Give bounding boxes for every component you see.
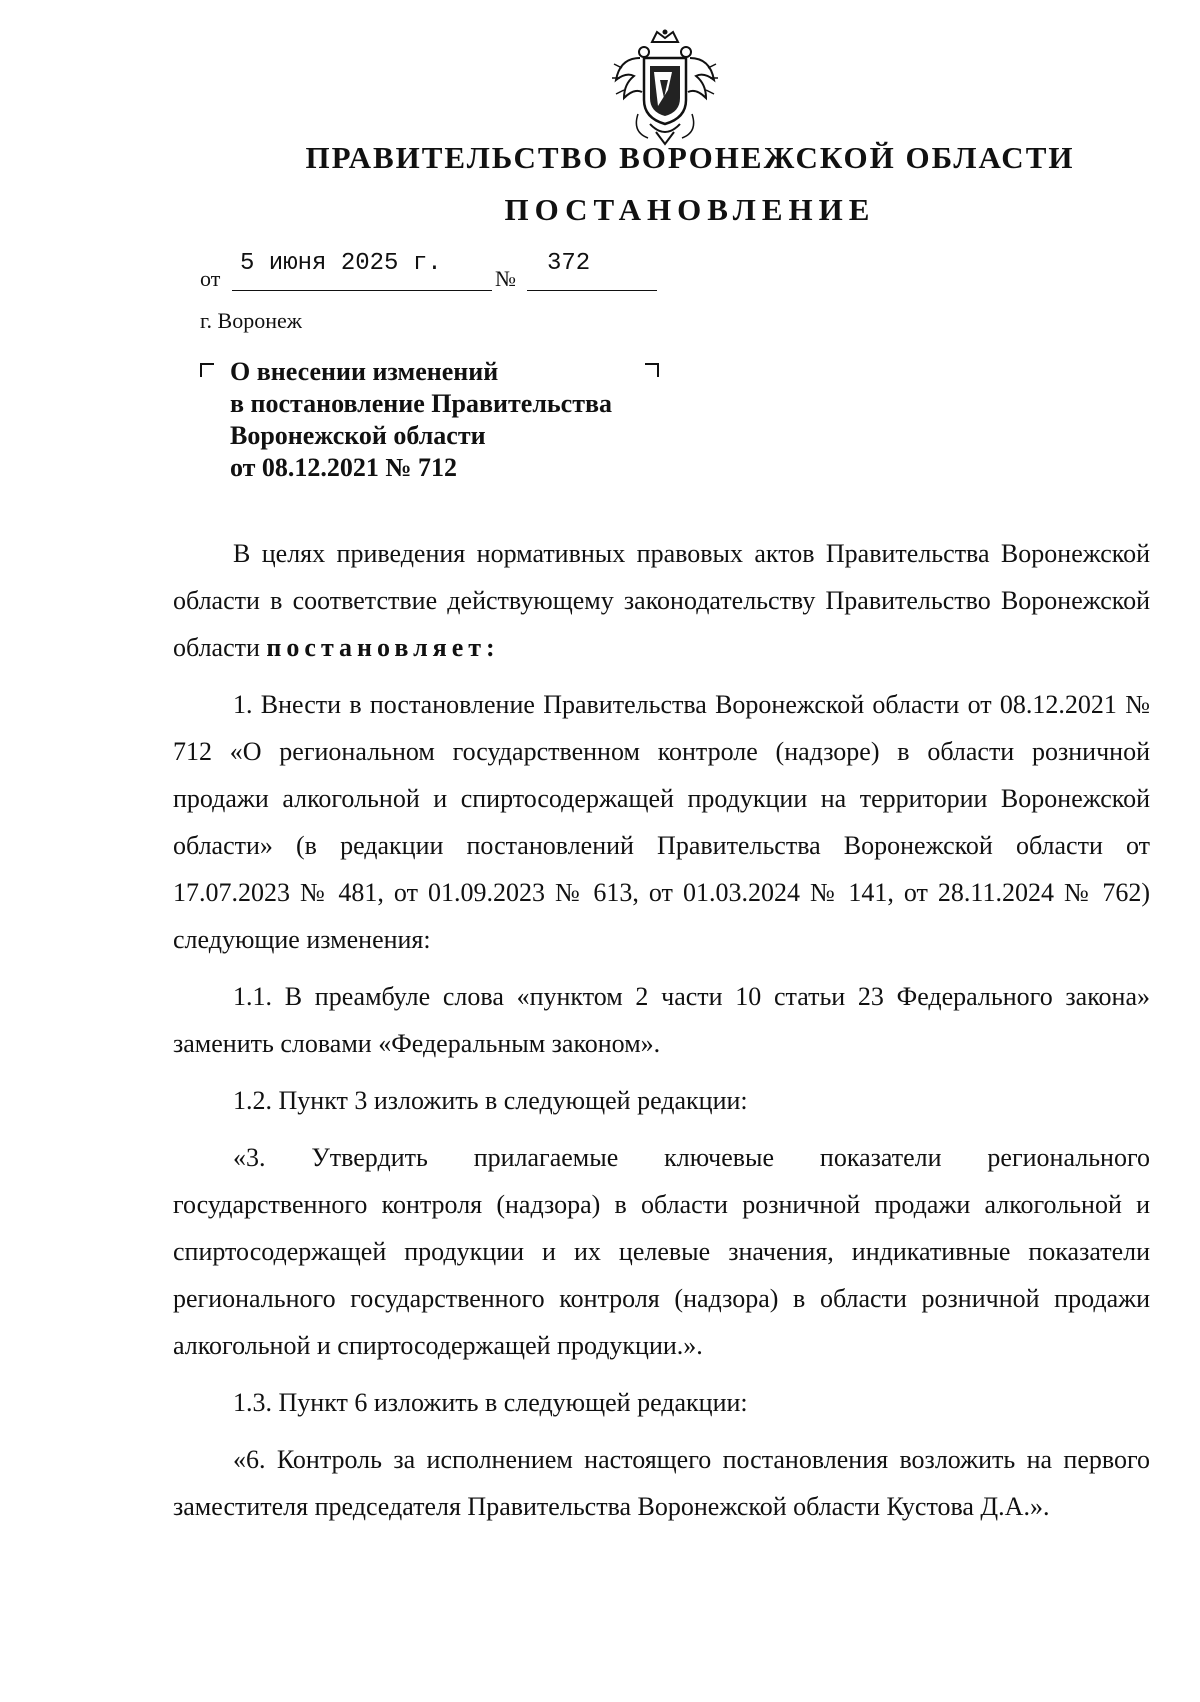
organization-title: ПРАВИТЕЛЬСТВО ВОРОНЕЖСКОЙ ОБЛАСТИ <box>305 140 1075 175</box>
document-body <box>173 530 1150 1530</box>
document-date: 5 июня 2025 г. <box>240 250 442 277</box>
number-underline <box>527 290 657 291</box>
subject-line: Воронежской области <box>230 421 486 450</box>
preamble-text: В целях приведения нормативных правовых актов Правительства Воронежской области в соответствие действующему законодательству Правительство Воронежской области <box>173 539 1150 662</box>
number-prefix: № <box>495 266 516 291</box>
clause-1-1: 1.1. В преамбуле слова «пунктом 2 части 10 статьи 23 Федерального закона» заменить словами «Федеральным законом». <box>173 982 1150 1058</box>
subject-line: О внесении изменений <box>230 357 499 386</box>
subject-corner-left <box>200 363 214 377</box>
voronezh-coat-of-arms-icon <box>610 28 720 148</box>
clause-1-2-text: «3. Утвердить прилагаемые ключевые показатели регионального государственного контроля (надзора) в области розничной продажи алкогольной и спиртосодержащей продукции и их целевые значения, индикативные показатели регионального государственного контроля (надзора) в области розничной продажи алкогольной и спиртосодержащей продукции.». <box>173 1143 1150 1360</box>
document-type-title: ПОСТАНОВЛЕНИЕ <box>504 192 876 227</box>
clause-1-3: 1.3. Пункт 6 изложить в следующей редакции: <box>233 1388 748 1417</box>
resolves-keyword: постановляет: <box>266 633 500 662</box>
subject-line: в постановление Правительства <box>230 389 613 418</box>
clause-1-2: 1.2. Пункт 3 изложить в следующей редакции: <box>233 1086 748 1115</box>
issuing-city: г. Воронеж <box>200 308 302 333</box>
date-prefix: от <box>200 266 221 291</box>
date-underline <box>232 290 492 291</box>
subject-line: от 08.12.2021 № 712 <box>230 453 458 482</box>
subject-corner-right <box>645 363 659 377</box>
document-subject <box>230 356 612 484</box>
document-number: 372 <box>547 250 591 277</box>
clause-1: 1. Внести в постановление Правительства Воронежской области от 08.12.2021 № 712 «О региональном государственном контроле (надзоре) в области розничной продажи алкогольной и спиртосодержащей продукции на территории Воронежской области» (в редакции постановлений Правительства Воронежской области от 17.07.2023 № 481, от 01.09.2023 № 613, от 01.03.2024 № 141, от 28.11.2024 № 762) следующие изменения: <box>173 690 1150 954</box>
preamble-paragraph <box>173 530 1150 671</box>
clause-1-3-text: «6. Контроль за исполнением настоящего постановления возложить на первого заместителя председателя Правительства Воронежской области Кустова Д.А.». <box>173 1445 1150 1521</box>
